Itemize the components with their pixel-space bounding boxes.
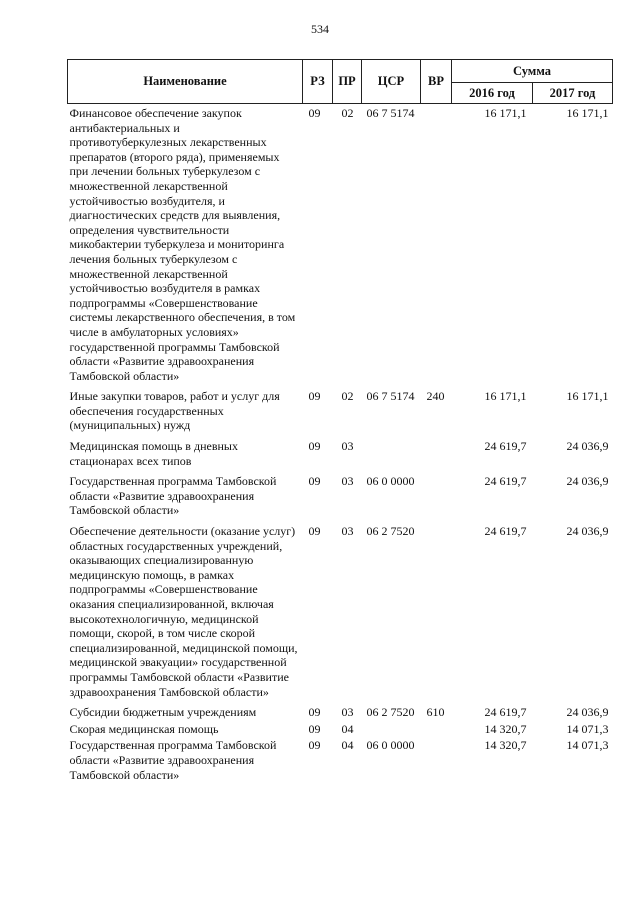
table-row (68, 699, 613, 720)
row-sum-2016: 24 619,7 (484, 439, 527, 454)
row-sum-2017: 16 171,1 (566, 389, 609, 404)
row-pr: 02 (341, 106, 354, 120)
row-vr (421, 433, 452, 468)
header-year-2017: 2017 год (533, 83, 613, 104)
table-row (68, 433, 613, 468)
row-name: Государственная программа Тамбовской области «Развитие здравоохранения Тамбовской области» (69, 474, 277, 518)
table-row (68, 468, 613, 518)
row-rz: 09 (308, 524, 321, 539)
row-rz: 09 (308, 738, 321, 753)
row-name: Медицинская помощь в дневных стационарах всех типов (69, 439, 238, 468)
table-row (68, 720, 613, 737)
row-csr: 06 7 5174 (366, 389, 415, 404)
row-pr: 04 (341, 738, 354, 753)
row-sum-2016: 16 171,1 (484, 389, 527, 404)
page-number: 534 (311, 22, 329, 36)
budget-table (67, 59, 613, 782)
row-sum-2016: 24 619,7 (484, 705, 527, 720)
row-name: Субсидии бюджетным учреждениям (69, 705, 257, 720)
table-row (68, 383, 613, 433)
table-row (68, 104, 613, 384)
row-name: Иные закупки товаров, работ и услуг для обеспечения государственных (муниципальных) нужд (69, 389, 280, 433)
row-vr (421, 468, 452, 518)
row-sum-2017: 14 071,3 (566, 721, 609, 736)
row-vr (421, 104, 452, 384)
header-pr: ПР (333, 60, 362, 104)
header-vr: ВР (421, 60, 452, 104)
table-row (68, 518, 613, 699)
header-name: Наименование (68, 60, 303, 104)
header-rz: РЗ (303, 60, 333, 104)
row-name: Скорая медицинская помощь (69, 721, 219, 736)
row-sum-2017: 24 036,9 (566, 439, 609, 454)
row-sum-2017: 16 171,1 (566, 106, 609, 120)
row-name: Финансовое обеспечение закупок антибактериальных и противотуберкулезных лекарственных препаратов (второго ряда), применяемых при лечении больных туберкулезом с множественной лекарственной устойчивостью возбудителя, и диагностических средств для выявления, определения чувствительности микобактерии туберкулеза и мониторинга лечения больных туберкулезом с множественной лекарственной устойчивостью возбудителя в рамках подпрограммы «Совершенствование системы лекарственного обеспечения, в том числе в амбулаторных условиях» государственной программы Тамбовской области «Развитие здравоохранения Тамбовской области» (69, 106, 296, 383)
row-csr: 06 0 0000 (366, 738, 415, 753)
row-pr: 04 (341, 721, 354, 736)
row-vr (421, 736, 452, 782)
header-year-2016: 2016 год (452, 83, 533, 104)
row-sum-2016: 24 619,7 (484, 524, 527, 539)
row-rz: 09 (308, 705, 321, 720)
table-row (68, 736, 613, 782)
row-rz: 09 (308, 389, 321, 404)
row-csr: 06 2 7520 (366, 705, 415, 720)
table-body (68, 104, 613, 783)
table-header (68, 60, 613, 104)
row-csr: 06 7 5174 (366, 106, 415, 120)
row-vr: 240 (426, 389, 445, 404)
row-vr (421, 720, 452, 737)
row-sum-2016: 16 171,1 (484, 106, 527, 120)
row-csr: 06 2 7520 (366, 524, 415, 539)
row-csr (362, 433, 421, 468)
row-pr: 02 (341, 389, 354, 404)
row-pr: 03 (341, 474, 354, 489)
row-csr (362, 720, 421, 737)
row-sum-2017: 24 036,9 (566, 524, 609, 539)
row-rz: 09 (308, 474, 321, 489)
row-sum-2017: 24 036,9 (566, 705, 609, 720)
row-rz: 09 (308, 439, 321, 454)
row-vr (421, 518, 452, 699)
header-sum: Сумма (452, 60, 613, 83)
row-name: Государственная программа Тамбовской области «Развитие здравоохранения Тамбовской области» (69, 738, 277, 782)
row-sum-2017: 24 036,9 (566, 474, 609, 489)
row-sum-2016: 14 320,7 (484, 721, 527, 736)
row-sum-2017: 14 071,3 (566, 738, 609, 753)
row-name: Обеспечение деятельности (оказание услуг) областных государственных учреждений, оказывающих специализированную медицинскую помощь, в рамках подпрограммы «Совершенствование оказания специализированной, включая высокотехнологичную, медицинской помощи, скорой, в том числе скорой специализированной, медицинской помощи, медицинской эвакуации» государственной программы Тамбовской области «Развитие здравоохранения Тамбовской области» (69, 524, 298, 699)
row-pr: 03 (341, 524, 354, 539)
row-csr: 06 0 0000 (366, 474, 415, 489)
row-sum-2016: 14 320,7 (484, 738, 527, 753)
row-vr: 610 (426, 705, 445, 720)
row-pr: 03 (341, 705, 354, 720)
row-rz: 09 (308, 106, 321, 120)
row-rz: 09 (308, 721, 321, 736)
row-sum-2016: 24 619,7 (484, 474, 527, 489)
header-csr: ЦСР (362, 60, 421, 104)
row-pr: 03 (341, 439, 354, 454)
